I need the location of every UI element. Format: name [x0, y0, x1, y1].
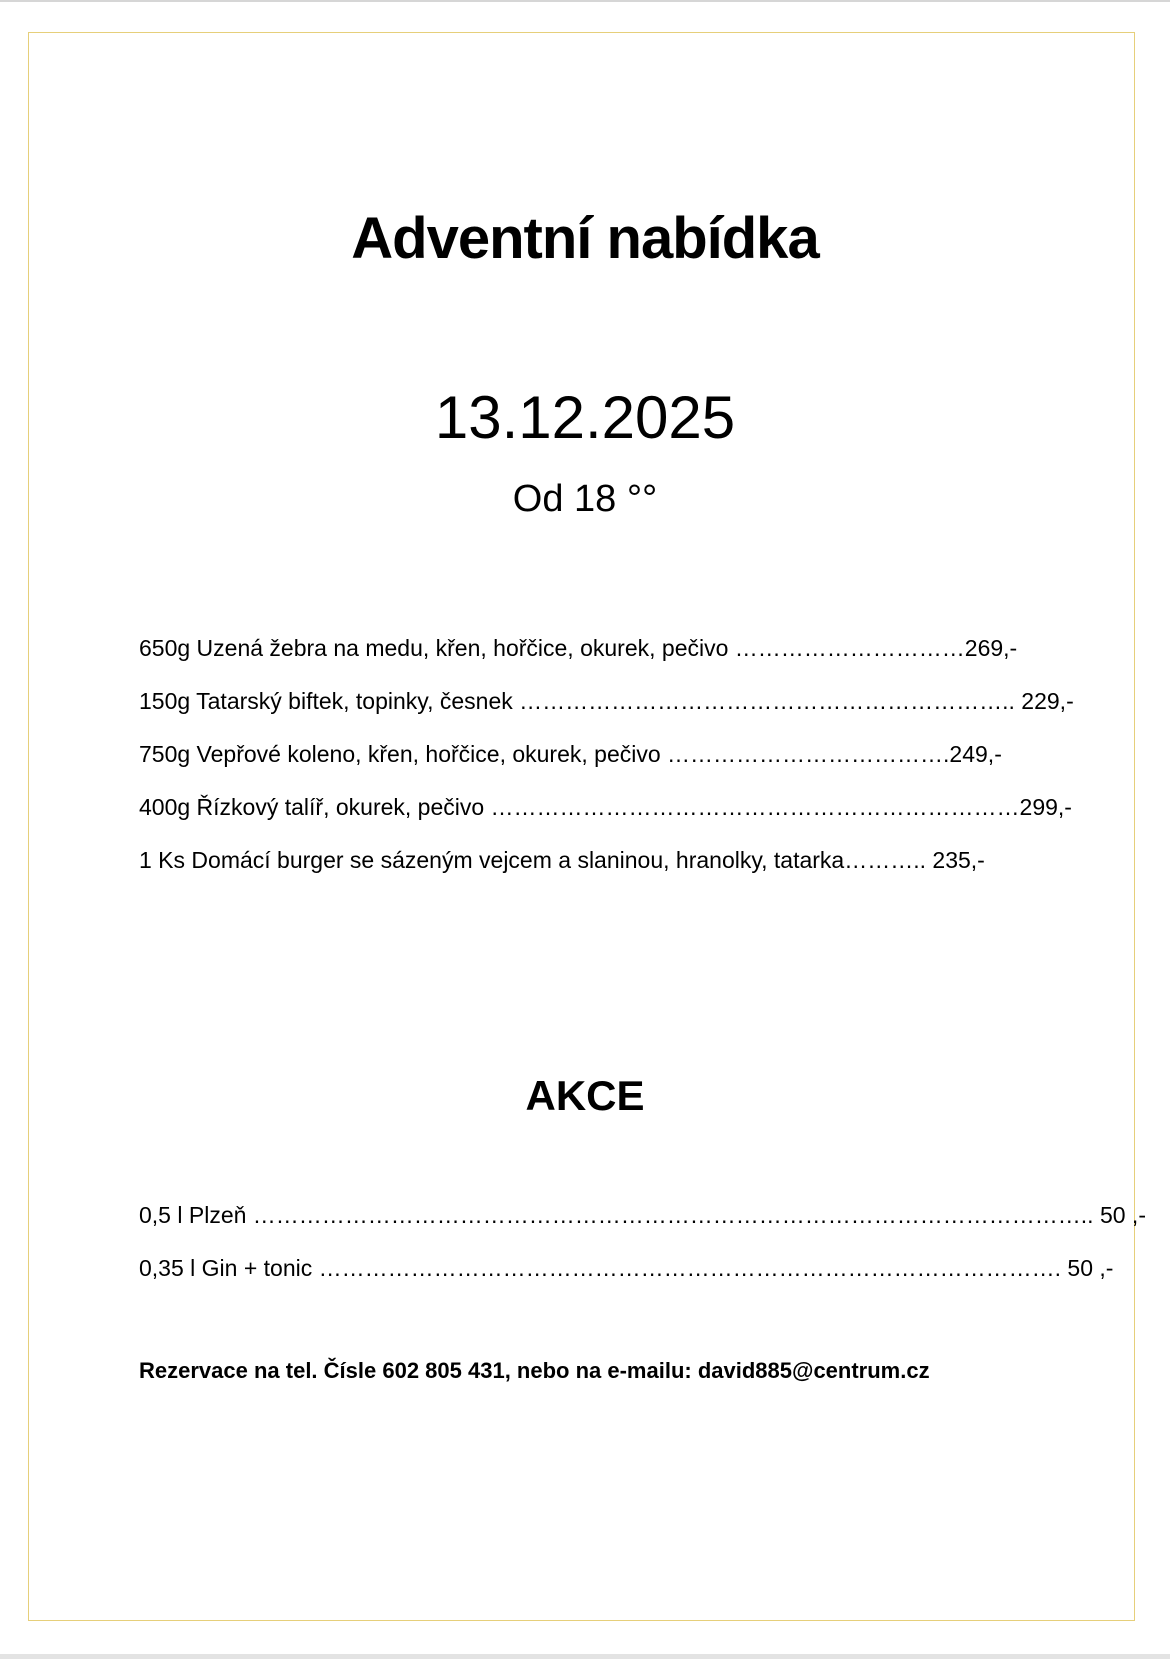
menu-item-text: 400g Řízkový talíř, okurek, pečivo ……………………………………………………………299,-: [139, 794, 1072, 820]
menu-item: [139, 789, 1072, 842]
menu-item: [139, 683, 1074, 736]
menu-list: [139, 630, 1074, 895]
page-title: Adventní nabídka: [351, 206, 819, 271]
bottom-divider: [0, 1654, 1170, 1659]
promo-section-title: AKCE: [525, 1072, 645, 1119]
menu-item: [139, 630, 1039, 683]
promo-item: [139, 1197, 1146, 1250]
menu-item-text: 1 Ks Domácí burger se sázeným vejcem a slaninou, hranolky, tatarka……….. 235,-: [139, 847, 985, 873]
promo-item-text: 0,35 l Gin + tonic ……………………………………………………………………………………. 50 ,-: [139, 1255, 1114, 1281]
menu-item: [139, 736, 1039, 789]
menu-item-text: 150g Tatarský biftek, topinky, česnek ……………………………………………………….. 229,-: [139, 688, 1074, 714]
top-divider: [0, 0, 1170, 2]
promo-item: [139, 1250, 1114, 1303]
promo-item-text: 0,5 l Plzeň ……………………………………………………………………………………………….. 50 ,-: [139, 1202, 1146, 1228]
menu-item: [139, 842, 1039, 895]
menu-item-text: 650g Uzená žebra na medu, křen, hořčice, okurek, pečivo …………………………269,-: [139, 635, 1018, 661]
event-time: Od 18 °°: [512, 478, 658, 520]
menu-item-text: 750g Vepřové koleno, křen, hořčice, okurek, pečivo ……………………………….249,-: [139, 741, 1002, 767]
promo-list: [139, 1197, 1146, 1303]
reservation-contact: Rezervace na tel. Čísle 602 805 431, nebo na e-mailu: david885@centrum.cz: [139, 1358, 930, 1383]
event-date: 13.12.2025: [434, 384, 736, 451]
